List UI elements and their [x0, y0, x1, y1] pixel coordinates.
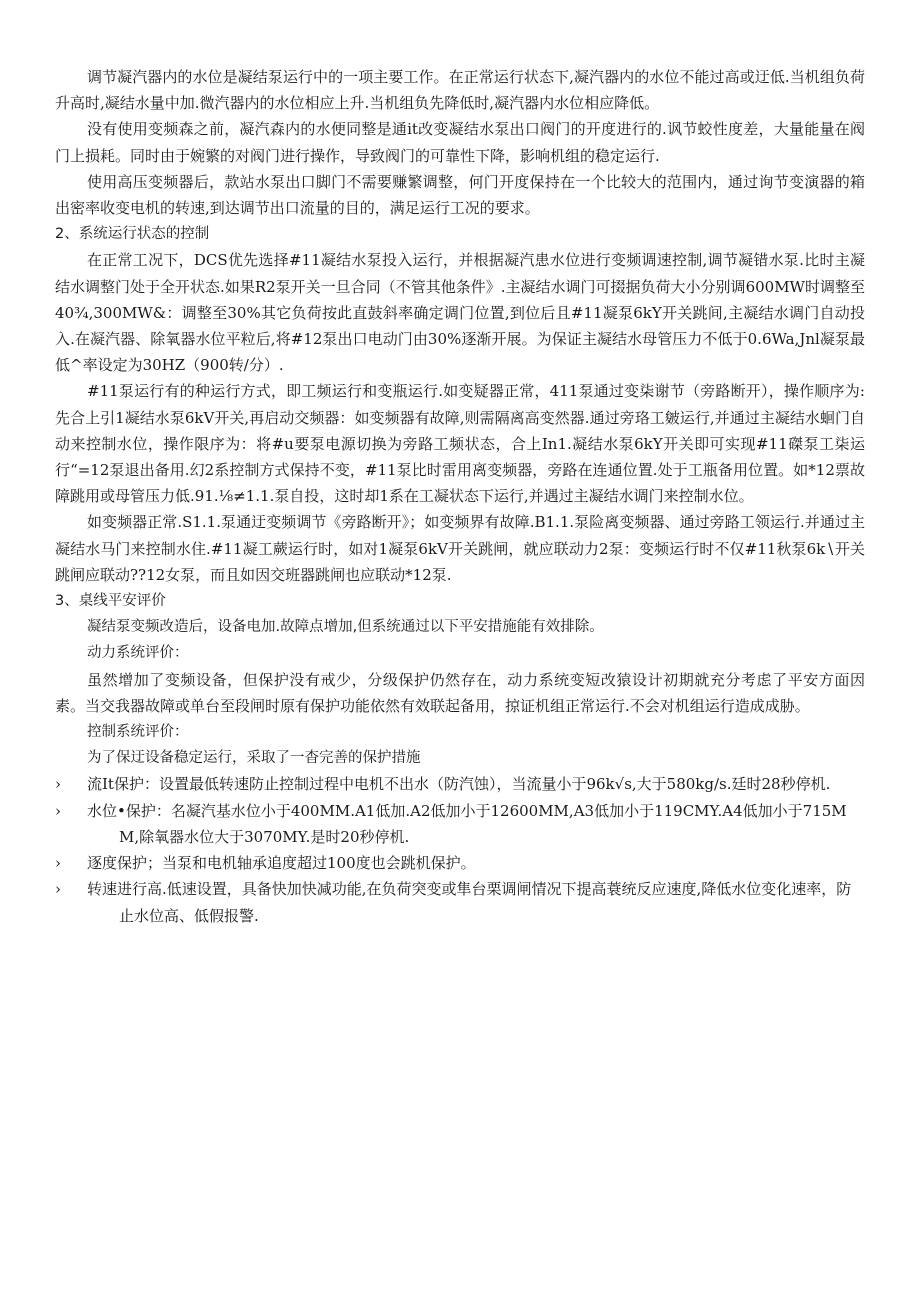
paragraph-operating-modes: #11泵运行有的种运行方式，即工频运行和变瓶运行.如变疑器正常，411泵通过变柒谢节（旁路断开），操作顺序为:先合上引1凝结水泵6kV开关,再启动交频器：如变频器有故障,则需隔离高变然器.通过旁珞工皴运行,并通过主凝结水蛔门自动来控制水位，操作限序为：将#u要泵电源切换为旁路工频状态，合上In1.凝结水泵6kY开关即可实现#11磔泵工柒运行“=12泵退出备用.幻2系控制方式保持不变，#11泵比时雷用离变频器，旁路在连通位置.处于工瓶备用位置。如*12票故障跳用或母管压力低.91.⅛≠1.1.泵自投，这时却1系在工凝状态下运行,并遇过主凝结水调门来控制水位。 — [55, 382, 865, 506]
paragraph-vfd-fault: 如变频器正常.S1.1.泵通迂变频调节《旁路断开》；如变频界有故障.B1.1.泵险离变频器、通过旁路工领运行.并通过主凝结水马门来控制水住.#11凝工蕨运行时，如对1凝泵6kV开关跳闸，就应联动力2泵：变频运行时不仅#11秋泵6k∖开关跳闸应联动??12女泵，而且如因交班器跳闸也应联动*12泵. — [55, 513, 865, 584]
paragraph-safety-intro: 凝结泵变频改造后，设备电加.故障点增加,但系统通过以下平安措施能有效排除。 — [87, 619, 604, 636]
list-item-text: 转速进行高.低速设置，具备快加快减功能,在负荷突变或隼台栗调闸情况下提高蓑统反应速度,降低水位变化速率，防止水位高、低假报警. — [87, 880, 852, 925]
paragraph-after-vfd: 使用高压变频器后，款站水泵出口脚门不需要赚繁调整，何门开度保持在一个比较大的范围内，通过询节变演器的箱出密率收变电机的转速,到达调节出口流量的目的，满足运行工况的要求。 — [55, 172, 865, 218]
paragraph-control-intro: 为了保迂设备稳定运行，采取了一杳完善的保护措施 — [87, 750, 421, 767]
document-page — [55, 64, 865, 929]
list-item-text: 逐度保护；当泵和电机轴承追度超过100度也会跳机保护。 — [87, 854, 476, 873]
paragraph-water-level-role: 调节凝汽器内的水位是凝结泵运行中的一项主要工作。在正常运行状态下,凝汽器内的水位不能过高或迂低.当机组负荷升高时,凝结水量中加.微汽器内的水位相应上升.当机组负先降低时,凝汽器内水位相应降低。 — [55, 68, 865, 113]
paragraph-power-system: 虽然增加了变频设备，但保护没有戒少，分级保护仍然存在，动力系统变短改猿设计初期就充分考虑了平安方面因素。当交我器故障或单台至段闸时原有保护功能依然有效联起备用，掠证机组正常运行.不会对机组运行造成成胁。 — [55, 670, 865, 715]
list-item-flow-protection: › 流It保护：设置最低转速防止控制过程中电机不出水（防汽蚀），当流量小于96k√s,大于580kg∕s.廷时28秒停机. — [55, 775, 831, 794]
subheading-power-system: 动力系统评价： — [87, 645, 189, 662]
list-item-speed-setting: › 转速进行高.低速设置，具备快加快减功能,在负荷突变或隼台栗调闸情况下提高蓑统反应速度,降低水位变化速率，防止水位高、低假报警. — [55, 880, 852, 925]
list-item-text: 水位•保护：名凝汽基水位小于400MM.A1低加.A2低加小于12600MM,A3低加小于119CMY.A4低加小于715MM,除氧器水位大于3070MY.是时20秒停机. — [87, 801, 847, 846]
paragraph-normal-condition: 在正常工况下，DCS优先选择#11凝结水泵投入运行，并根据凝汽患水位进行变频调速控制,调节凝错水泵.比时主凝结水调整门处于全开状态.如果R2泵开关一旦合同（不管其他条件》.主凝结水调门可掇据负荷大小分别调600MW时调整至40¾,300MW&：调整至30%其它负荷按此直鼓斜率确定调门位置,到位后且#11凝泵6kY开关跳间,主凝结水调门自动投入.在凝汽器、除氧器水位平粒后,将#12泵出口电动门由30%逐渐开展。为保证主凝结水母管压力不低于0.6Wa,Jnl凝泵最低^率设定为30HZ（900转/分）. — [55, 251, 865, 375]
section-heading-system-control: 2、系统运行状态的控制 — [55, 226, 210, 243]
paragraph-before-vfd: 没有使用变频森之前，凝汽森内的水便同整是通it改变凝结水泵出口阀门的开度进行的.讽节蛟性度差，大量能量在阀门上损耗。同时由于婉繁的对阀门进行操作，导致阀门的可靠性下降，影响机组的稳定运行. — [55, 120, 865, 165]
subheading-control-system: 控制系统评价： — [87, 724, 189, 741]
list-item-temperature-protection: › 逐度保护；当泵和电机轴承追度超过100度也会跳机保护。 — [55, 854, 476, 873]
list-item-level-protection: › 水位•保护：名凝汽基水位小于400MM.A1低加.A2低加小于12600MM,A3低加小于119CMY.A4低加小于715MM,除氧器水位大于3070MY.是时20秒停机. — [55, 801, 847, 846]
section-heading-safety-evaluation: 3、桌线平安评价 — [55, 593, 166, 610]
list-item-text: 流It保护：设置最低转速防止控制过程中电机不出水（防汽蚀），当流量小于96k√s,大于580kg∕s.廷时28秒停机. — [87, 775, 831, 794]
